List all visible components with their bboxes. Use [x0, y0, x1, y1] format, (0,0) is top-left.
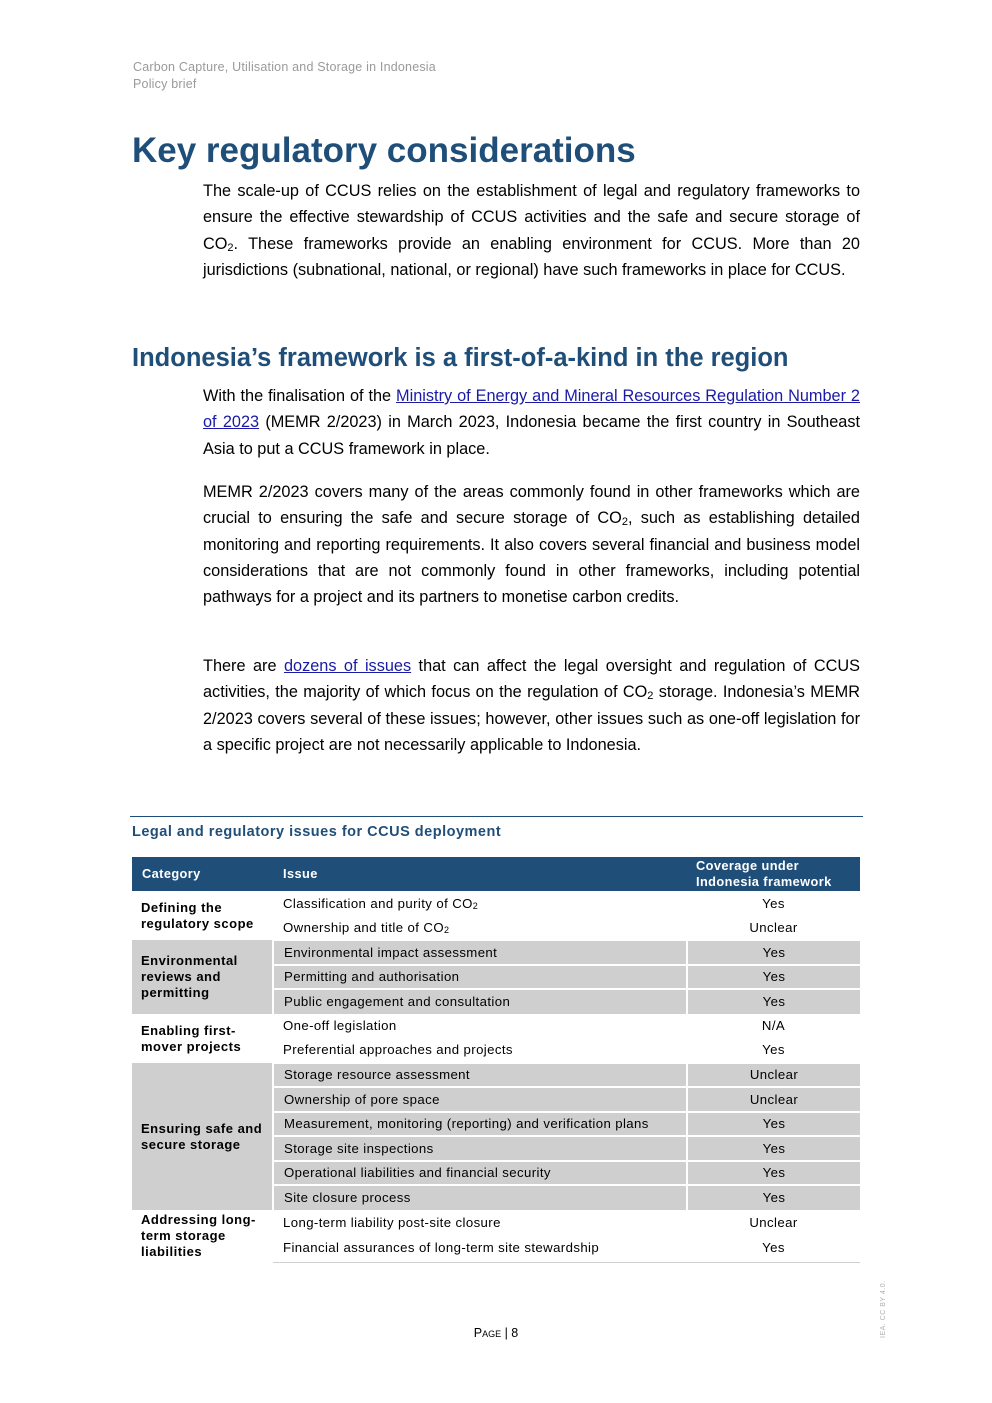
coverage-cell: Yes: [687, 940, 860, 965]
issue-cell: Operational liabilities and financial security: [273, 1161, 687, 1185]
issue-cell: Measurement, monitoring (reporting) and verification plans: [273, 1112, 687, 1136]
section-heading: Indonesia’s framework is a first-of-a-kind in the region: [132, 344, 789, 372]
coverage-cell: Yes: [687, 989, 860, 1014]
table-row: [132, 1210, 860, 1235]
table-row: [132, 940, 860, 965]
license-note: IEA. CC BY 4.0.: [880, 1280, 887, 1338]
memr-regulation-link[interactable]: Ministry of Energy and Mineral Resources Regulation Number 2 of 2023: [203, 387, 860, 432]
coverage-cell: Yes: [687, 1161, 860, 1185]
category-cell: Environmental reviews and permitting: [132, 940, 273, 1014]
issue-cell: Storage resource assessment: [273, 1063, 687, 1087]
coverage-cell: Yes: [762, 895, 785, 911]
issue-cell: Permitting and authorisation: [273, 965, 687, 989]
issue-cell: Public engagement and consultation: [273, 989, 687, 1014]
coverage-cell: Unclear: [749, 1214, 798, 1230]
issue-cell: One-off legislation: [283, 1018, 397, 1033]
paragraph-issues: There are dozens of issues that can affect the legal oversight and regulation of CCUS activities, the majority of which focus on the regulation of $CO_2$ storage. Indonesia’s MEMR 2/2023 covers several of these issues; however, other issues such as one-off legislation for a specific project are not necessarily applicable to Indonesia.: [203, 657, 861, 754]
issue-cell: Storage site inspections: [273, 1136, 687, 1161]
coverage-cell: Yes: [687, 965, 860, 989]
table-header-row: [132, 857, 860, 891]
header-issue: Issue: [273, 857, 687, 891]
report-title: Carbon Capture, Utilisation and Storage in Indonesia: [133, 60, 436, 74]
coverage-cell: Yes: [687, 1136, 860, 1161]
table-title: Legal and regulatory issues for CCUS deployment: [132, 824, 502, 840]
issue-cell: Site closure process: [273, 1185, 687, 1210]
regulatory-issues-table: [132, 857, 860, 1263]
header-coverage: Coverage under Indonesia framework: [687, 857, 860, 891]
report-type: Policy brief: [133, 77, 197, 91]
coverage-cell: N/A: [761, 1018, 786, 1033]
coverage-cell: Yes: [687, 1185, 860, 1210]
issue-cell: Classification and purity of $CO_2$: [283, 895, 479, 911]
coverage-cell: Yes: [762, 1042, 785, 1057]
category-cell: Addressing long-term storage liabilities: [141, 1212, 256, 1259]
table-divider: [130, 816, 863, 817]
category-cell: Defining the regulatory scope: [141, 899, 254, 931]
coverage-cell: Yes: [687, 1235, 860, 1262]
paragraph-memr-finalisation: With the finalisation of the Ministry of Energy and Mineral Resources Regulation Number 2 of 2023 (MEMR 2/2023) in March 2023, Indonesia became the first country in Southeast Asia to put a CCUS framework in place.: [203, 387, 860, 458]
coverage-cell: Unclear: [687, 1063, 860, 1087]
coverage-cell: Unclear: [687, 1087, 860, 1112]
category-cell: Ensuring safe and secure storage: [132, 1063, 273, 1210]
paragraph-memr-coverage: MEMR 2/2023 covers many of the areas commonly found in other frameworks which are crucial to ensuring the safe and secure storage of $CO_2$, such as establishing detailed monitoring and reporting requirements. It also covers several financial and business model considerations that are not commonly found in other frameworks, including potential pathways for a project and its partners to monetise carbon credits.: [203, 483, 860, 607]
issue-cell: Long-term liability post-site closure: [283, 1214, 501, 1230]
dozens-of-issues-link[interactable]: dozens of issues: [283, 657, 412, 675]
issue-cell: Ownership of pore space: [273, 1087, 687, 1112]
page-footer: Page | 8: [473, 1326, 519, 1340]
issue-cell: Financial assurances of long-term site stewardship: [273, 1235, 687, 1262]
category-cell: Enabling first-mover projects: [141, 1022, 242, 1054]
issue-cell: Ownership and title of $CO_2$: [283, 919, 450, 935]
coverage-cell: Unclear: [749, 919, 798, 935]
issue-cell: Preferential approaches and projects: [283, 1042, 513, 1057]
page-number: 8: [511, 1326, 519, 1340]
table-row: [132, 1014, 860, 1038]
issue-cell: Environmental impact assessment: [273, 940, 687, 965]
coverage-cell: Yes: [687, 1112, 860, 1136]
intro-paragraph: The scale-up of CCUS relies on the establishment of legal and regulatory frameworks to ensure the effective stewardship of CCUS activities and the safe and secure storage of $CO_2$. These frameworks provide an enabling environment for CCUS. More than 20 jurisdictions (subnational, national, or regional) have such frameworks in place for CCUS.: [203, 182, 860, 279]
page-label: Page: [473, 1326, 502, 1340]
table-row: [132, 891, 860, 916]
header-category: Category: [132, 857, 273, 891]
page-title: Key regulatory considerations: [132, 131, 636, 170]
running-header: [133, 59, 436, 93]
table-row: [132, 1063, 860, 1087]
